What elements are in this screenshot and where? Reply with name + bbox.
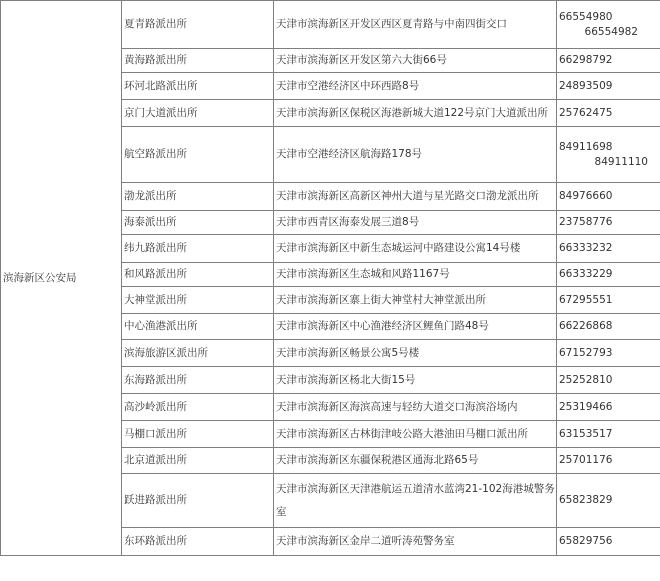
station-address: 天津市滨海新区开发区第六大街66号	[274, 49, 557, 73]
station-address: 天津市滨海新区天津港航运五道清水蓝湾21-102海港城警务室	[274, 474, 557, 528]
station-address: 天津市滨海新区保税区海港新城大道122号京门大道派出所	[274, 100, 557, 127]
station-name: 马棚口派出所	[122, 421, 274, 448]
station-phone: 63153517	[557, 421, 660, 448]
station-name: 京门大道派出所	[122, 100, 274, 127]
phone-number-2: 66554982	[584, 25, 638, 38]
phone-number: 66554980	[559, 10, 613, 23]
station-name: 跃进路派出所	[122, 474, 274, 528]
station-name: 纬九路派出所	[122, 235, 274, 263]
station-name: 渤龙派出所	[122, 183, 274, 211]
bureau-cell: 滨海新区公安局	[1, 1, 122, 556]
station-phone	[557, 127, 660, 183]
station-phone: 25319466	[557, 394, 660, 421]
station-phone: 67152793	[557, 340, 660, 367]
station-address: 天津市滨海新区寨上街大神堂村大神堂派出所	[274, 287, 557, 314]
station-address: 天津市滨海新区中心渔港经济区鲤鱼门路48号	[274, 314, 557, 340]
station-address: 天津市空港经济区中环西路8号	[274, 73, 557, 100]
station-name: 黄海路派出所	[122, 49, 274, 73]
station-name: 大神堂派出所	[122, 287, 274, 314]
station-address: 天津市滨海新区杨北大街15号	[274, 367, 557, 394]
station-address: 天津市滨海新区开发区西区夏青路与中南四街交口	[274, 1, 557, 49]
station-phone: 66333232	[557, 235, 660, 263]
station-address: 天津市滨海新区古林街津岐公路大港油田马棚口派出所	[274, 421, 557, 448]
phone-number: 84911698	[559, 140, 613, 153]
station-address: 天津市西青区海泰发展三道8号	[274, 211, 557, 235]
station-phone: 23758776	[557, 211, 660, 235]
station-phone: 25252810	[557, 367, 660, 394]
station-name: 航空路派出所	[122, 127, 274, 183]
station-name: 北京道派出所	[122, 448, 274, 474]
phone-number-2: 84911110	[594, 155, 648, 168]
station-phone: 67295551	[557, 287, 660, 314]
station-address: 天津市滨海新区中新生态城运河中路建设公寓14号楼	[274, 235, 557, 263]
station-name: 高沙岭派出所	[122, 394, 274, 421]
station-phone: 66298792	[557, 49, 660, 73]
station-address: 天津市滨海新区高新区神州大道与星光路交口渤龙派出所	[274, 183, 557, 211]
station-address: 天津市滨海新区金岸二道听涛苑警务室	[274, 528, 557, 556]
station-phone: 66333229	[557, 263, 660, 287]
station-address: 天津市滨海新区畅景公寓5号楼	[274, 340, 557, 367]
station-address: 天津市滨海新区东疆保税港区通海北路65号	[274, 448, 557, 474]
station-name: 东海路派出所	[122, 367, 274, 394]
station-address: 天津市滨海新区海滨高速与轻纺大道交口海滨浴场内	[274, 394, 557, 421]
station-name: 东环路派出所	[122, 528, 274, 556]
station-name: 滨海旅游区派出所	[122, 340, 274, 367]
station-name: 中心渔港派出所	[122, 314, 274, 340]
station-phone: 65829756	[557, 528, 660, 556]
station-phone: 66226868	[557, 314, 660, 340]
station-address: 天津市空港经济区航海路178号	[274, 127, 557, 183]
station-phone: 24893509	[557, 73, 660, 100]
station-name: 和风路派出所	[122, 263, 274, 287]
station-phone: 65823829	[557, 474, 660, 528]
table-row	[1, 1, 660, 49]
station-name: 环河北路派出所	[122, 73, 274, 100]
station-phone: 84976660	[557, 183, 660, 211]
station-name: 海泰派出所	[122, 211, 274, 235]
station-name: 夏青路派出所	[122, 1, 274, 49]
station-phone: 25701176	[557, 448, 660, 474]
station-address: 天津市滨海新区生态城和风路1167号	[274, 263, 557, 287]
station-phone: 25762475	[557, 100, 660, 127]
station-phone	[557, 1, 660, 49]
